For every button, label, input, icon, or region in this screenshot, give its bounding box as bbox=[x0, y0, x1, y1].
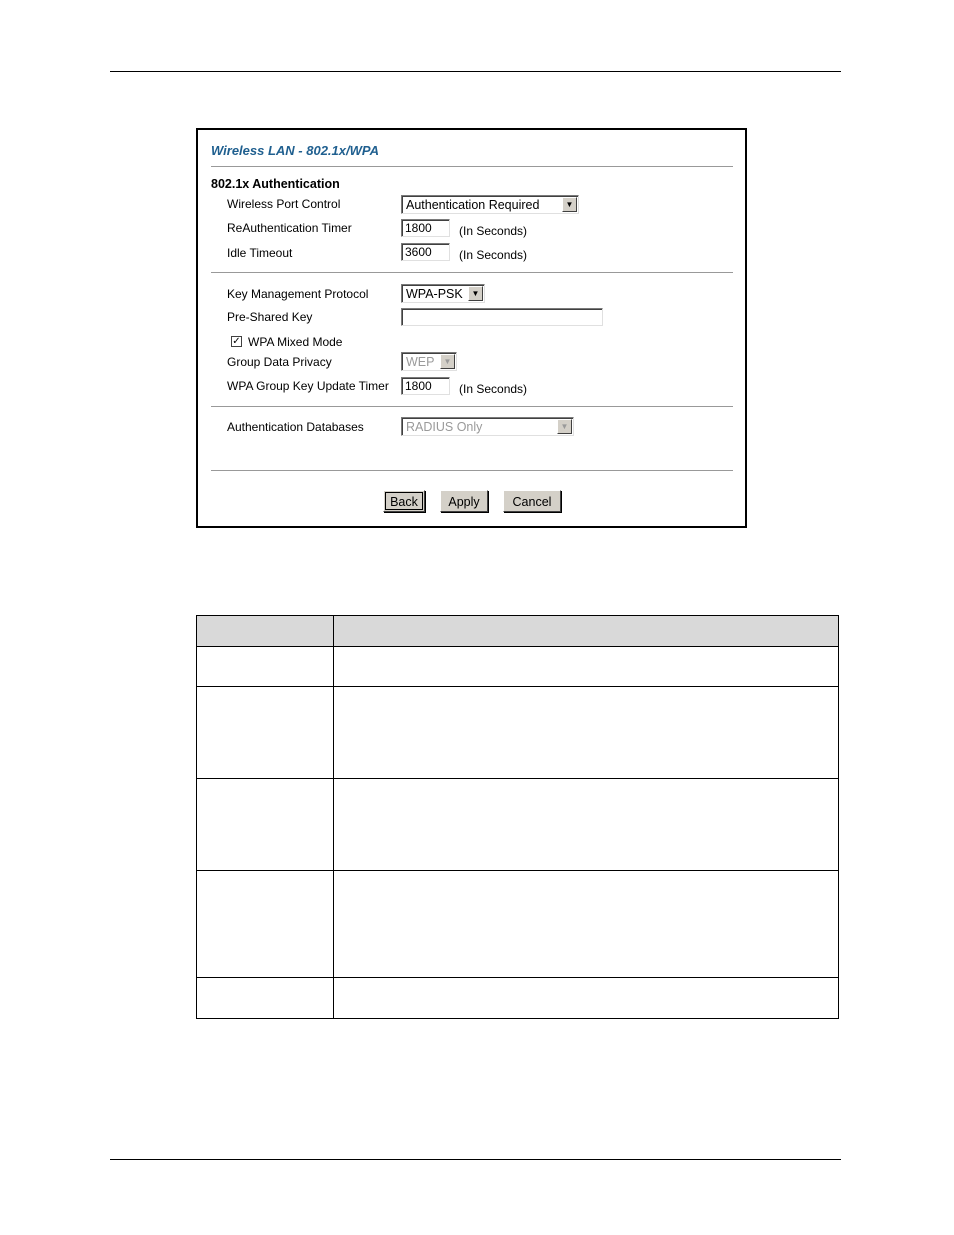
panel-title: Wireless LAN - 802.1x/WPA bbox=[211, 143, 379, 158]
group-privacy-label: Group Data Privacy bbox=[227, 355, 332, 369]
reauth-timer-label: ReAuthentication Timer bbox=[227, 221, 352, 235]
wireless-lan-wpa-panel bbox=[196, 128, 747, 528]
group-key-timer-label: WPA Group Key Update Timer bbox=[227, 379, 389, 393]
idle-timeout-label: Idle Timeout bbox=[227, 246, 293, 260]
key-mgmt-label: Key Management Protocol bbox=[227, 287, 369, 301]
idle-timeout-input[interactable] bbox=[401, 243, 450, 261]
group-privacy-value: WEP bbox=[406, 355, 435, 369]
wpa-mixed-mode-checkbox[interactable]: ✓ bbox=[232, 336, 241, 347]
table-cell bbox=[334, 978, 839, 1019]
wpa-mixed-mode-label: WPA Mixed Mode bbox=[248, 335, 343, 349]
footer-rule bbox=[110, 1159, 841, 1160]
reauth-timer-unit: (In Seconds) bbox=[459, 224, 528, 238]
idle-timeout-unit: (In Seconds) bbox=[459, 248, 528, 262]
cancel-button[interactable]: Cancel bbox=[503, 490, 561, 512]
separator bbox=[211, 470, 733, 472]
table-header-cell bbox=[334, 616, 839, 647]
auth-db-value: RADIUS Only bbox=[406, 420, 483, 434]
psk-label: Pre-Shared Key bbox=[227, 310, 313, 324]
table-header-row bbox=[197, 616, 839, 647]
wireless-port-control-select[interactable] bbox=[401, 195, 579, 214]
separator bbox=[211, 166, 733, 168]
table-cell bbox=[334, 779, 839, 871]
header-rule bbox=[110, 71, 841, 72]
table-row bbox=[197, 871, 839, 978]
table-cell bbox=[197, 871, 334, 978]
table-header-cell bbox=[197, 616, 334, 647]
table-row bbox=[197, 647, 839, 687]
table-row bbox=[197, 687, 839, 779]
key-mgmt-value: WPA-PSK bbox=[406, 287, 463, 301]
back-button[interactable]: Back bbox=[383, 490, 425, 512]
wireless-port-control-value: Authentication Required bbox=[406, 198, 540, 212]
description-table bbox=[196, 615, 839, 1019]
group-key-timer-unit: (In Seconds) bbox=[459, 382, 528, 396]
group-key-timer-input[interactable] bbox=[401, 377, 450, 395]
chevron-down-icon[interactable]: ▼ bbox=[468, 286, 483, 301]
wireless-port-control-label: Wireless Port Control bbox=[227, 197, 341, 211]
auth-db-label: Authentication Databases bbox=[227, 420, 364, 434]
table-cell bbox=[334, 871, 839, 978]
group-privacy-select[interactable] bbox=[401, 352, 457, 371]
table-cell bbox=[197, 647, 334, 687]
table-row bbox=[197, 978, 839, 1019]
table-cell bbox=[334, 687, 839, 779]
table-cell bbox=[197, 978, 334, 1019]
table-cell bbox=[197, 779, 334, 871]
separator bbox=[211, 272, 733, 274]
chevron-down-icon[interactable]: ▼ bbox=[557, 419, 572, 434]
chevron-down-icon[interactable]: ▼ bbox=[562, 197, 577, 212]
key-mgmt-select[interactable] bbox=[401, 284, 485, 303]
table-row bbox=[197, 779, 839, 871]
chevron-down-icon[interactable]: ▼ bbox=[440, 354, 455, 369]
separator bbox=[211, 406, 733, 408]
table-cell bbox=[334, 647, 839, 687]
auth-db-select[interactable] bbox=[401, 417, 574, 436]
section-heading: 802.1x Authentication bbox=[211, 177, 340, 191]
psk-input[interactable] bbox=[401, 308, 603, 326]
reauth-timer-input[interactable] bbox=[401, 219, 450, 237]
apply-button[interactable]: Apply bbox=[440, 490, 488, 512]
table-cell bbox=[197, 687, 334, 779]
